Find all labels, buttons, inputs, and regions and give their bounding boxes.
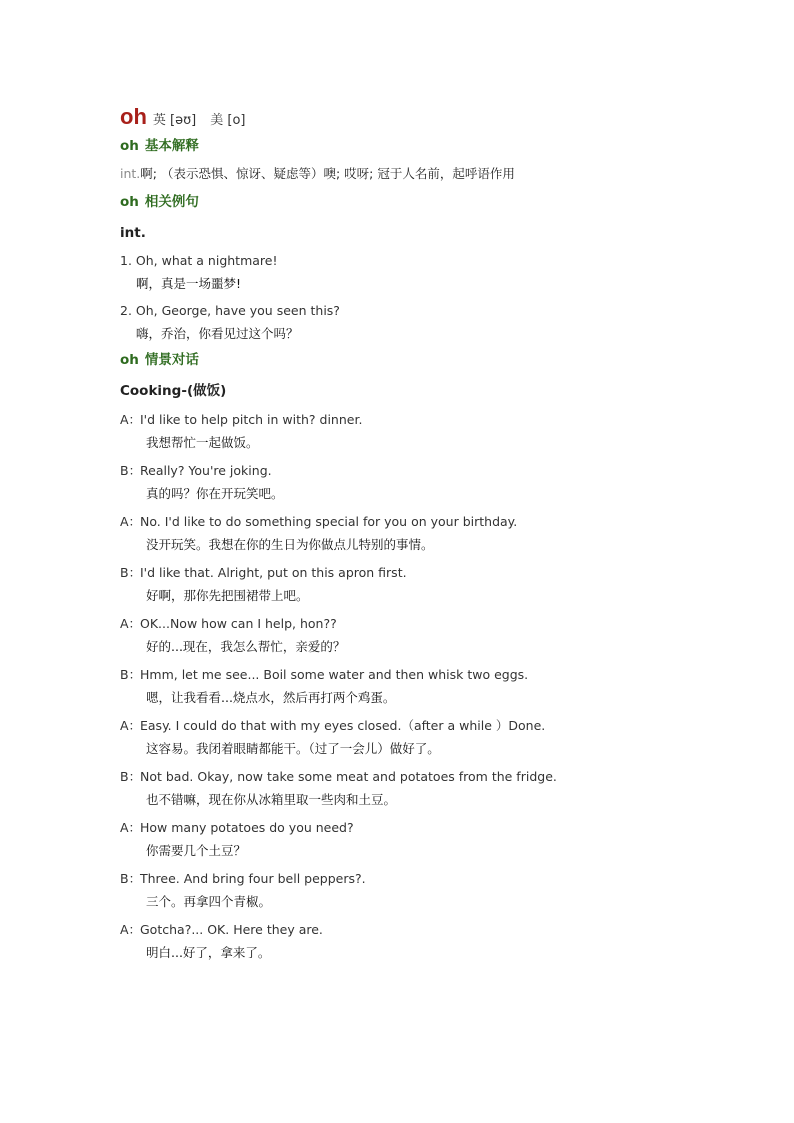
us-phonetic: [o] (227, 113, 246, 128)
speaker-label: A： (120, 412, 142, 427)
example-chinese: 啊，真是一场噩梦! (136, 276, 242, 291)
dialogue-text: OK...Now how can I help, hon?? (140, 616, 337, 631)
dialogue-text: Really? You're joking. (140, 463, 272, 478)
uk-pronunciation (153, 109, 196, 128)
speaker-label: B： (120, 769, 142, 784)
dialogue-chinese: 这容易。我闭着眼睛都能干。（过了一会儿）做好了。 (146, 741, 440, 756)
headword: oh (120, 104, 147, 129)
dialogue-chinese: 好啊，那你先把围裙带上吧。 (146, 588, 309, 603)
dictionary-entry (120, 104, 680, 965)
dialogue-chinese: 真的吗？你在开玩笑吧。 (146, 486, 284, 501)
section-word: oh (120, 194, 139, 210)
dialogue-english (120, 409, 680, 431)
speaker-label: A： (120, 616, 142, 631)
speaker-label: B： (120, 463, 142, 478)
section-title: 基本解释 (144, 138, 199, 154)
section-word: oh (120, 352, 139, 368)
dialogue-turn (120, 715, 680, 761)
dialogue-english (120, 868, 680, 890)
speaker-label: B： (120, 565, 142, 580)
speaker-label: A： (120, 514, 142, 529)
speaker-label: B： (120, 871, 142, 886)
dialogue-turn (120, 919, 680, 965)
dialogue-chinese: 好的...现在，我怎么帮忙，亲爱的？ (146, 639, 346, 654)
dialogue-chinese: 三个。再拿四个青椒。 (146, 894, 272, 909)
entry-header (120, 104, 680, 132)
dialogue-text: Not bad. Okay, now take some meat and potatoes from the fridge. (140, 769, 557, 784)
dialogue-english (120, 664, 680, 686)
example-item (120, 300, 680, 346)
definition-text: 啊; （表示恐惧、惊讶、疑虑等）噢; 哎呀; 冠于人名前，起呼语作用 (140, 166, 515, 181)
dialogue-chinese: 嗯，让我看看...烧点水，然后再打两个鸡蛋。 (146, 690, 396, 705)
dialogue-text: No. I'd like to do something special for you on your birthday. (140, 514, 518, 529)
dialogue-english (120, 715, 680, 737)
dialogue-text: I'd like that. Alright, put on this apron first. (140, 565, 407, 580)
example-english: 2. Oh, George, have you seen this? (120, 303, 340, 318)
dialogue-english (120, 613, 680, 635)
section-heading-examples (120, 190, 680, 214)
speaker-label: A： (120, 922, 142, 937)
dialogue-turn (120, 460, 680, 506)
example-chinese: 嗨，乔治，你看见过这个吗？ (136, 326, 299, 341)
example-english: 1. Oh, what a nightmare! (120, 253, 278, 268)
dialogue-chinese: 明白...好了，拿来了。 (146, 945, 271, 960)
speaker-label: A： (120, 820, 142, 835)
dialogue-text: Easy. I could do that with my eyes closed.（after a while ）Done. (140, 718, 546, 733)
dialogue-text: I'd like to help pitch in with? dinner. (140, 412, 363, 427)
section-heading-basic (120, 134, 680, 158)
dialogue-turn (120, 562, 680, 608)
section-heading-dialogue (120, 348, 680, 372)
us-pronunciation (210, 109, 245, 128)
example-pos: int. (120, 225, 146, 241)
example-item (120, 250, 680, 296)
dialogue-title: Cooking-(做饭) (120, 383, 227, 399)
section-title: 相关例句 (144, 194, 199, 210)
dialogue-english (120, 817, 680, 839)
section-title: 情景对话 (144, 352, 199, 368)
dialogue-english (120, 766, 680, 788)
dialogue-turn (120, 409, 680, 455)
section-word: oh (120, 138, 139, 154)
dialogue-text: Three. And bring four bell peppers?. (140, 871, 366, 886)
dialogue-turn (120, 766, 680, 812)
us-label: 美 (210, 113, 224, 128)
speaker-label: B： (120, 667, 142, 682)
dialogue-english (120, 460, 680, 482)
dialogue-english (120, 919, 680, 941)
dialogue-turn (120, 868, 680, 914)
dialogue-text: Gotcha?... OK. Here they are. (140, 922, 323, 937)
dialogue-english (120, 562, 680, 584)
dialogue-turn (120, 817, 680, 863)
dialogue-text: Hmm, let me see... Boil some water and then whisk two eggs. (140, 667, 529, 682)
dialogue-text: How many potatoes do you need? (140, 820, 354, 835)
dialogue-turn (120, 613, 680, 659)
dialogue-turn (120, 664, 680, 710)
dialogue-chinese: 没开玩笑。我想在你的生日为你做点儿特别的事情。 (146, 537, 434, 552)
dialogue-english (120, 511, 680, 533)
dialogue-turn (120, 511, 680, 557)
dialogue-chinese: 也不错嘛，现在你从冰箱里取一些肉和土豆。 (146, 792, 397, 807)
definition (120, 160, 680, 188)
speaker-label: A： (120, 718, 142, 733)
uk-label: 英 (152, 113, 166, 128)
definition-pos: int. (120, 166, 141, 181)
dialogue-chinese: 我想帮忙一起做饭。 (146, 435, 259, 450)
uk-phonetic: [əʊ] (170, 113, 197, 128)
dialogue-chinese: 你需要几个土豆？ (146, 843, 247, 858)
